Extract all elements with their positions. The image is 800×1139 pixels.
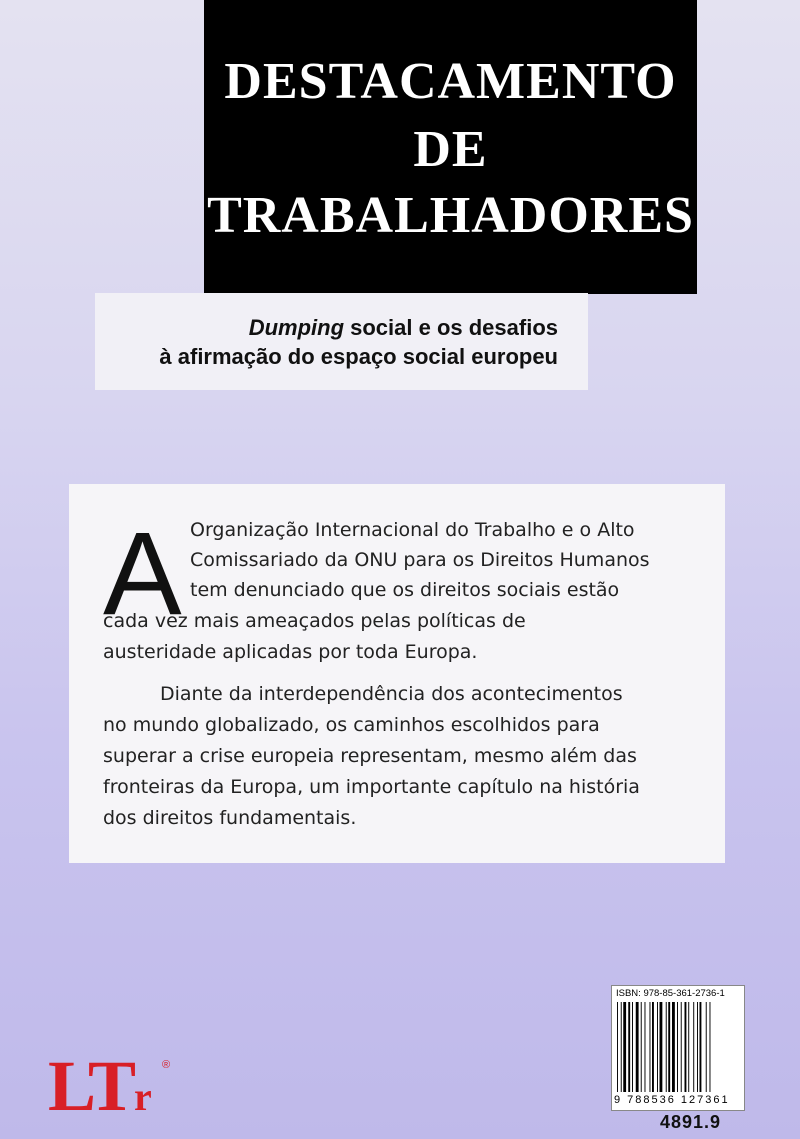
synopsis-line: dos direitos fundamentais. [103,807,357,829]
synopsis-line: tem denunciado que os direitos sociais estão [190,579,620,601]
title-line-1: DESTACAMENTO [224,53,677,110]
synopsis-line: no mundo globalizado, os caminhos escolhidos para [103,714,600,736]
synopsis-line: cada vez mais ameaçados pelas políticas de [103,610,526,632]
subtitle-box [95,293,588,390]
synopsis-line: superar a crise europeia representam, mesmo além das [103,745,637,767]
svg-text:T: T [88,1052,137,1114]
title-line-3: TRABALHADORES [207,187,694,244]
synopsis-line: Organização Internacional do Trabalho e o Alto [190,519,635,541]
title-block [204,0,697,294]
drop-cap: A [103,508,182,640]
isbn-barcode [611,985,745,1111]
title-line-2: DE [413,121,488,178]
svg-text:®: ® [162,1059,171,1071]
subtitle-line-1 [249,315,558,341]
svg-text:r: r [134,1074,152,1114]
svg-text:L: L [48,1052,97,1114]
subtitle-rest: social e os desafios [344,315,558,340]
synopsis-line: Comissariado da ONU para os Direitos Humanos [190,549,650,571]
ltr-logo [48,1052,188,1114]
isbn-label: ISBN: 978-85-361-2736-1 [616,988,725,999]
barcode-icon [616,1002,740,1094]
product-code: 4891.9 [660,1112,722,1132]
synopsis-line: Diante da interdependência dos acontecimentos [160,683,623,705]
synopsis-line: fronteiras da Europa, um importante capítulo na história [103,776,640,798]
subtitle-italic: Dumping [248,315,345,340]
barcode-digits: 9 788536 127361 [614,1094,730,1106]
subtitle-line-2: à afirmação do espaço social europeu [159,344,558,369]
synopsis-line: austeridade aplicadas por toda Europa. [103,641,478,663]
